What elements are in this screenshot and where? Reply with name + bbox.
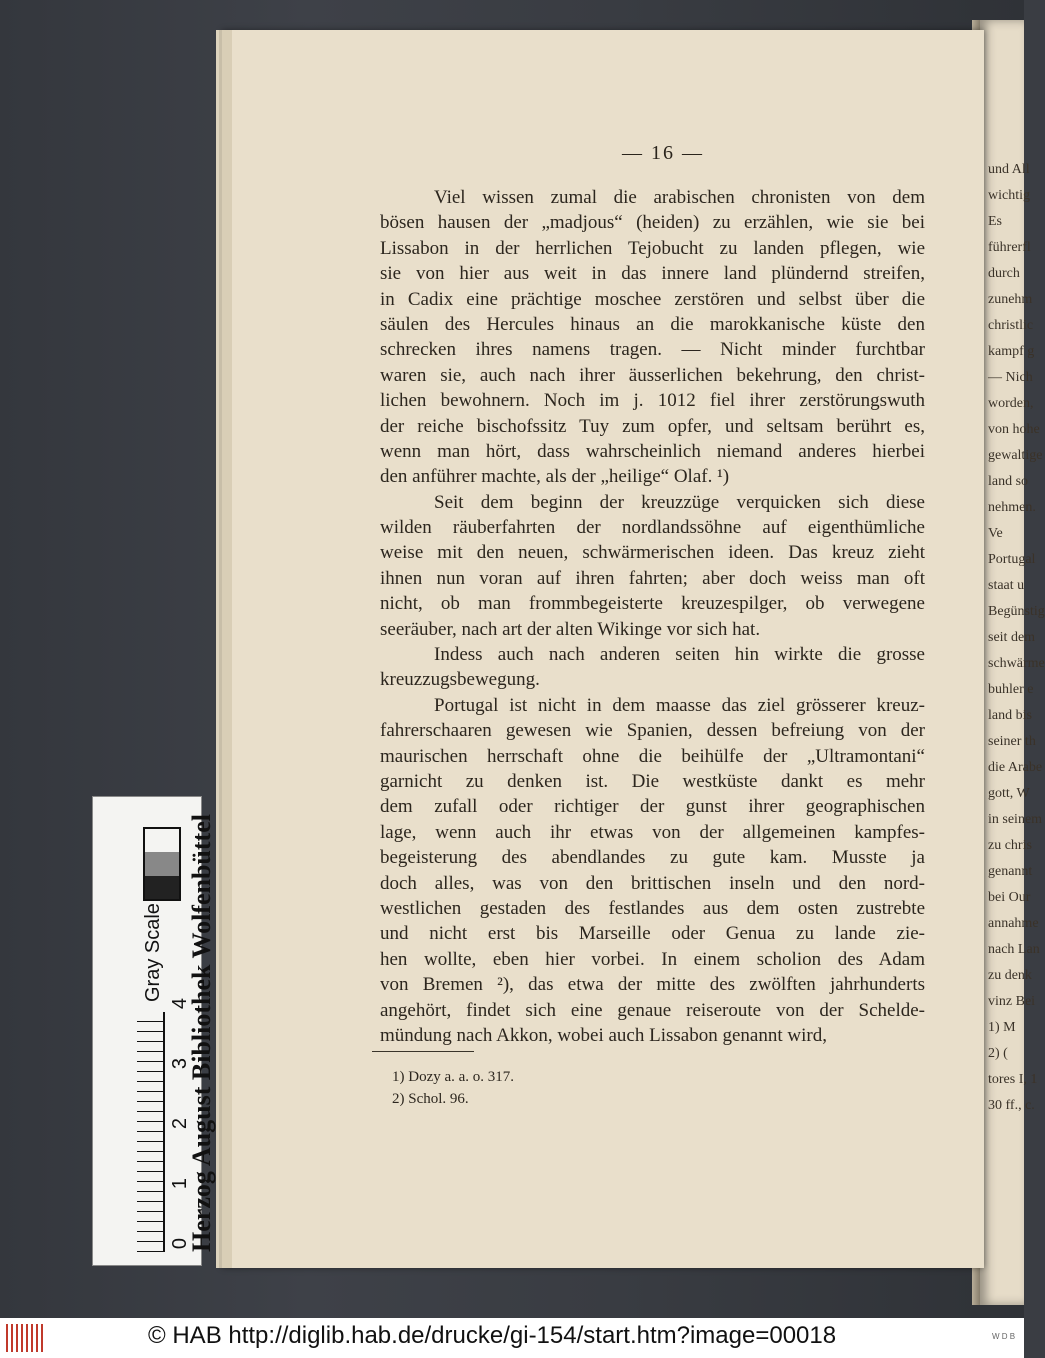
ruler-number: 3	[169, 1057, 192, 1070]
text-line: doch alles, was von den brittischen inseln und den nord-	[380, 872, 925, 894]
text-line: Lissabon in der herrlichen Tejobucht zu landen pflegen, wie	[380, 237, 925, 259]
adjacent-page-fragment: von hohe	[988, 422, 1040, 437]
adjacent-page-fragment: führerfl	[988, 240, 1031, 255]
hab-logo-icon	[6, 1324, 46, 1352]
text-line: der reiche bischofssitz Tuy zum opfer, und seltsam berührt es,	[380, 415, 925, 437]
adjacent-page-fragment: vinz Bei	[988, 994, 1036, 1009]
text-line: kreuzzugsbewegung.	[380, 669, 540, 691]
footer-mark: W D B	[992, 1332, 1016, 1341]
text-line: wenn man hört, dass wahrscheinlich niemand anderes hierbei	[380, 440, 925, 462]
text-line: von Bremen ²), das etwa der mitte des zwölften jahrhunderts	[380, 974, 925, 996]
adjacent-page-fragment: zu chris	[988, 838, 1032, 853]
gray-scale-label: Gray Scale	[142, 903, 164, 1002]
footnote: 2) Schol. 96.	[392, 1091, 469, 1107]
adjacent-page-fragment: schwärme	[988, 656, 1045, 671]
text-line: nicht, ob man frommbegeisterte kreuzespilger, ob verwegene	[380, 593, 925, 615]
text-line: Portugal ist nicht in dem maasse das ziel grösserer kreuz-	[434, 694, 925, 716]
text-line: Indess auch nach anderen seiten hin wirkte die grosse	[434, 644, 925, 666]
text-line: lichen bewohnern. Noch im j. 1012 fiel ihrer zerstörungswuth	[380, 390, 925, 412]
adjacent-page-fragment: worden,	[988, 396, 1034, 411]
adjacent-page-fragment: staat u	[988, 578, 1025, 593]
adjacent-page-fragment: 2) (	[988, 1046, 1008, 1061]
text-line: bösen hausen der „madjous“ (heiden) zu erzählen, wie sie bei	[380, 212, 925, 234]
adjacent-page-fragment: Begünstig	[988, 604, 1045, 619]
adjacent-page-fragment: tores I, 1	[988, 1072, 1038, 1087]
adjacent-page-fragment: durch	[988, 266, 1020, 281]
adjacent-page-fragment: Es	[988, 214, 1002, 229]
footnotes	[392, 1066, 514, 1110]
adjacent-page-fragment: seiner th	[988, 734, 1036, 749]
adjacent-page-fragment: nach Lan	[988, 942, 1040, 957]
ruler-number: 4	[169, 997, 192, 1010]
ruler-number: 0	[169, 1237, 192, 1250]
text-line: säulen des Hercules hinaus an die marokkanische küste den	[380, 313, 925, 335]
text-line: garnicht zu denken ist. Die westküste dankt es mehr	[380, 770, 925, 792]
text-line: mündung nach Akkon, wobei auch Lissabon genannt wird,	[380, 1024, 827, 1046]
page-number: — 16 —	[622, 142, 704, 164]
text-line: angehört, findet sich eine genaue reiseroute von der Schelde-	[380, 999, 925, 1021]
adjacent-page-fragment: 30 ff., c.	[988, 1098, 1035, 1113]
footer-copyright-url[interactable]: © HAB http://diglib.hab.de/drucke/gi-154/start.htm?image=00018	[148, 1322, 837, 1349]
adjacent-page-fragment: annahme	[988, 916, 1039, 931]
text-line: westlichen gestaden des festlandes aus dem osten zustrebte	[380, 897, 925, 919]
text-line: hen wollte, eben hier vorbei. In einem scholion des Adam	[380, 948, 925, 970]
footer-bar	[0, 1318, 1024, 1358]
adjacent-page-edge	[980, 20, 1045, 1305]
text-line: den anführer machte, als der „heilige“ Olaf. ¹)	[380, 466, 730, 488]
text-line: schrecken ihres namens tragen. — Nicht minder furchtbar	[380, 339, 925, 361]
adjacent-page-fragment: zunehm	[988, 292, 1033, 307]
adjacent-page-fragment: kampf g	[988, 344, 1035, 359]
adjacent-page-fragment: — Nich	[988, 370, 1033, 385]
text-line: weise mit den neuen, schwärmerischen ideen. Das kreuz zieht	[380, 542, 925, 564]
text-line: seeräuber, nach art der alten Wikinge vor sich hat.	[380, 618, 761, 640]
footnote-rule	[372, 1051, 474, 1052]
text-line: fahrerschaaren gewesen wie Spanien, dessen befreiung von der	[380, 720, 925, 742]
text-line: ihnen nun voran auf ihren fahrten; aber doch weiss man oft	[380, 567, 925, 589]
color-scale-ruler	[92, 796, 216, 1266]
text-line: begeisterung des abendlandes zu gute kam. Musste ja	[380, 847, 925, 869]
text-line: lage, wenn auch ihr etwas von der allgemeinen kampfes-	[380, 821, 925, 843]
swatch-white	[145, 829, 179, 852]
body-text	[380, 185, 925, 1048]
adjacent-page-fragment: und All	[988, 162, 1030, 177]
adjacent-page-fragment: buhler e	[988, 682, 1034, 697]
adjacent-page-fragment: Portugal	[988, 552, 1036, 567]
adjacent-page-fragment: wichtig	[988, 188, 1030, 203]
adjacent-page-fragment: land so	[988, 474, 1029, 489]
text-line: maurischen herrschaft ohne die beihülfe der „Ultramontani“	[380, 745, 925, 767]
adjacent-page-fragment: christlic	[988, 318, 1034, 333]
adjacent-page-fragment: die Arabe	[988, 760, 1043, 775]
swatch-gray	[145, 852, 179, 875]
text-line: waren sie, auch nach ihrer äusserlichen bekehrung, den christ-	[380, 364, 925, 386]
text-line: sie von hier aus weit in das innere land plündernd streifen,	[380, 263, 925, 285]
text-line: Viel wissen zumal die arabischen chronisten von dem	[434, 187, 925, 208]
adjacent-page-fragment: in seinem	[988, 812, 1043, 827]
text-line: dem zufall oder richtiger der gunst ihrer geographischen	[380, 796, 925, 818]
text-line: in Cadix eine prächtige moschee zerstören und selbst über die	[380, 288, 925, 310]
adjacent-page-fragment: seit dem	[988, 630, 1036, 645]
ruler-number: 2	[169, 1117, 192, 1130]
adjacent-page-fragment: gott, W	[988, 786, 1030, 801]
adjacent-page-fragment: 1) M	[988, 1020, 1016, 1035]
footnote: 1) Dozy a. a. o. 317.	[392, 1069, 515, 1085]
adjacent-page-fragment: bei Our	[988, 890, 1031, 905]
adjacent-page-fragment: nehmen.	[988, 500, 1036, 515]
text-line: Seit dem beginn der kreuzzüge verquicken sich diese	[434, 491, 925, 513]
gray-scale-swatches	[143, 827, 181, 901]
text-line: wilden räuberfahrten der nordlandssöhne auf eigenthümliche	[380, 517, 925, 539]
adjacent-page-fragment: land bis	[988, 708, 1032, 723]
ruler-ticks	[137, 1012, 165, 1252]
adjacent-page-fragment: gewaltige	[988, 448, 1043, 463]
text-line: und nicht erst bis Marseille oder Genua zu lande zie-	[380, 923, 925, 945]
ruler-number: 1	[169, 1177, 192, 1190]
adjacent-page-fragment: genannt	[988, 864, 1033, 879]
ruler-title: Herzog August Bibliothek Wolfenbüttel	[187, 814, 216, 1252]
adjacent-page-fragment: Ve	[988, 526, 1003, 541]
adjacent-page-fragment: zu denk	[988, 968, 1032, 983]
